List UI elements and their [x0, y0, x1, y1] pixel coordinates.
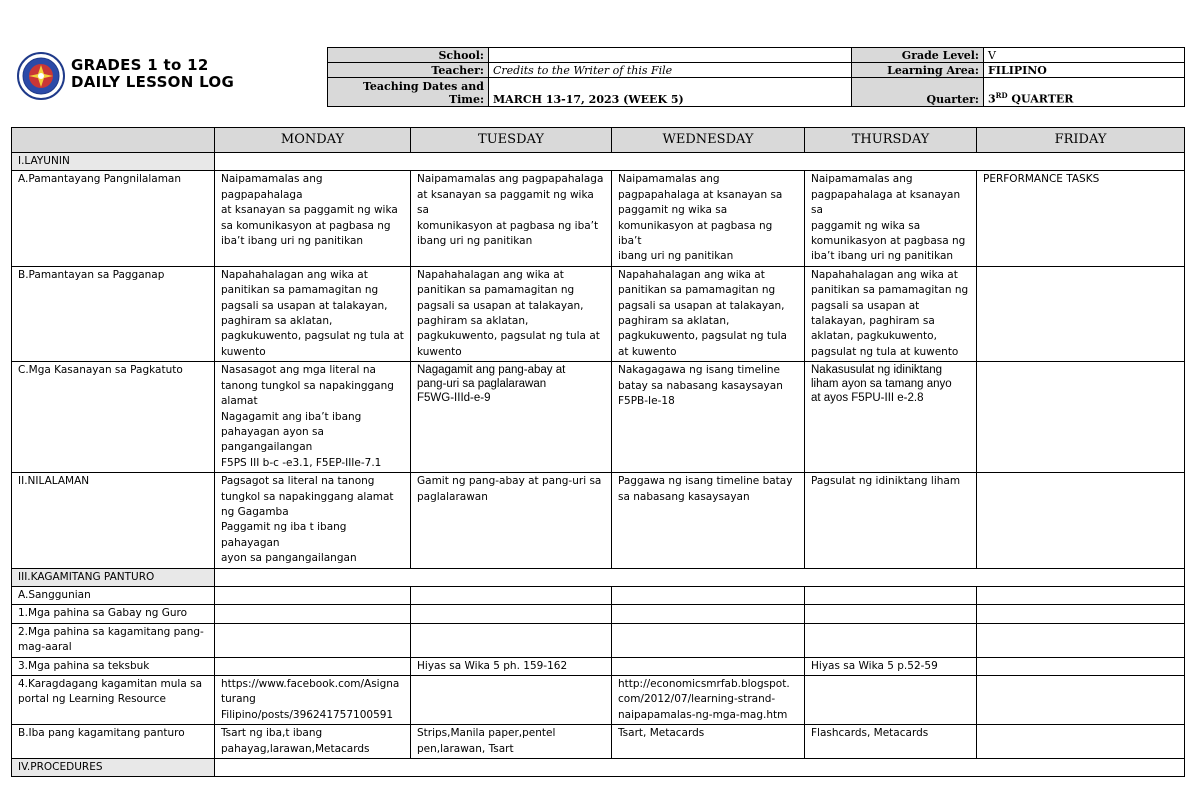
cell-tuesday: [411, 171, 612, 266]
cell-line: iba’t ibang uri ng panitikan: [221, 235, 364, 248]
cell-line: pagkukuwento, pagsulat ng tula: [618, 330, 787, 343]
cell-line: liham ayon sa tamang anyo: [811, 378, 952, 391]
cell-thursday: [805, 676, 977, 725]
cell-thursday: [805, 362, 977, 473]
teacher-value: Credits to the Writer of this File: [489, 63, 852, 78]
row-label: [12, 676, 215, 725]
cell-thursday: [805, 171, 977, 266]
cell-line: naipapamalas-ng-mga-mag.htm: [618, 708, 788, 721]
cell-line: Nagagamit ang pang-abay at: [417, 364, 566, 377]
day-monday: MONDAY: [215, 128, 411, 153]
cell-friday: [977, 657, 1185, 675]
cell-friday: [977, 362, 1185, 473]
cell-tuesday: [411, 362, 612, 473]
cell-wednesday: [612, 657, 805, 675]
cell-thursday: [805, 586, 977, 604]
cell-wednesday: [612, 605, 805, 623]
teaching-dates-label: [328, 78, 489, 107]
cell-line: http://economicsmrfab.blogspot.: [618, 678, 790, 690]
cell-monday: [215, 676, 411, 725]
cell-line: Strips,Manila paper,pentel: [417, 727, 556, 740]
cell-line: Paggamit ng iba t ibang pahayagan: [221, 521, 347, 549]
day-wednesday: WEDNESDAY: [612, 128, 805, 153]
section-label-procedures: IV.PROCEDURES: [12, 759, 215, 777]
row-label: 1.Mga pahina sa Gabay ng Guro: [12, 605, 215, 623]
cell-line: Nagagamit ang iba’t ibang: [221, 410, 362, 423]
cell-line: komunikasyon at pagbasa ng iba’t: [417, 219, 599, 232]
cell-monday: [215, 605, 411, 623]
school-value: [489, 48, 852, 63]
cell-line: talakayan, paghiram sa: [811, 315, 935, 328]
cell-line: sa komunikasyon at pagbasa ng: [221, 219, 391, 232]
cell-line: Pagsulat ng idiniktang liham: [811, 475, 961, 488]
row-kasanayan: [12, 362, 1185, 473]
cell-thursday: [805, 266, 977, 361]
cell-tuesday: [411, 725, 612, 759]
cell-line: Napahahalagan ang wika at: [618, 268, 765, 281]
cell-thursday: [805, 605, 977, 623]
cell-line: Gamit ng pang-abay at pang-uri sa: [417, 475, 602, 488]
row-label-line-1: 4.Karagdagang kagamitan mula sa: [18, 678, 203, 690]
cell-line: paggamit ng wika sa: [618, 204, 728, 217]
row-label: B.Pamantayan sa Pagganap: [12, 266, 215, 361]
row-label-line-2: mag-aaral: [18, 641, 72, 654]
cell-wednesday: [612, 676, 805, 725]
cell-thursday: Hiyas sa Wika 5 p.52-59: [805, 657, 977, 675]
quarter-text: QUARTER: [1007, 93, 1074, 106]
cell-thursday: [805, 473, 977, 568]
cell-friday: [977, 623, 1185, 657]
school-label: School:: [328, 48, 489, 63]
section-label-kagamitan: III.KAGAMITANG PANTURO: [12, 568, 215, 586]
cell-line: komunikasyon at pagbasa ng iba’t: [618, 219, 773, 248]
cell-line: Tsart, Metacards: [618, 727, 705, 740]
day-friday: FRIDAY: [977, 128, 1185, 153]
cell-monday: [215, 586, 411, 604]
cell-monday: [215, 362, 411, 473]
cell-line: paghiram sa aklatan,: [221, 315, 333, 328]
cell-line: at ayos F5PU-III e-2.8: [811, 392, 924, 405]
cell-friday: [977, 586, 1185, 604]
cell-line: Naipamamalas ang: [618, 173, 720, 186]
cell-line: at kuwento: [618, 345, 677, 358]
quarter-value: [984, 78, 1185, 107]
cell-line: ayon sa pangangailangan: [221, 552, 357, 565]
grade-level-label: Grade Level:: [852, 48, 984, 63]
cell-line: PERFORMANCE TASKS: [983, 173, 1100, 186]
cell-line: sa nabasang kasaysayan: [618, 490, 750, 503]
cell-line: Napahahalagan ang wika at: [221, 268, 368, 281]
cell-monday: [215, 171, 411, 266]
cell-line: Flashcards, Metacards: [811, 727, 929, 740]
cell-monday: [215, 473, 411, 568]
section-layunin-fill: [215, 153, 1185, 171]
day-tuesday: TUESDAY: [411, 128, 612, 153]
cell-line: alamat: [221, 395, 258, 408]
cell-line: pagsali sa usapan at talakayan,: [618, 299, 785, 312]
teaching-dates-label-line-2: Time:: [448, 93, 484, 106]
row-pamantayan-pagganap: [12, 266, 1185, 361]
cell-line: paghiram sa aklatan,: [618, 315, 730, 328]
title-line-1: GRADES 1 to 12: [71, 56, 209, 74]
section-kagamitan: [12, 568, 1185, 586]
cell-line: paglalarawan: [417, 490, 488, 503]
learning-area-label: Learning Area:: [852, 63, 984, 78]
cell-tuesday: [411, 586, 612, 604]
cell-line: Tsart ng iba,t ibang: [221, 727, 323, 740]
cell-line: F5PB-Ie-18: [618, 395, 675, 408]
quarter-ordinal: RD: [995, 91, 1008, 101]
cell-thursday: [805, 725, 977, 759]
cell-friday: [977, 725, 1185, 759]
deped-seal-logo: [17, 47, 65, 105]
cell-monday: [215, 725, 411, 759]
cell-line: pahayag,larawan,Metacards: [221, 742, 370, 755]
cell-wednesday: [612, 362, 805, 473]
cell-monday: [215, 623, 411, 657]
grade-level-value: V: [984, 48, 1185, 63]
row-pamantayang-pangnilalaman: [12, 171, 1185, 266]
cell-friday: [977, 171, 1185, 266]
cell-wednesday: [612, 623, 805, 657]
cell-wednesday: [612, 725, 805, 759]
section-procedures: [12, 759, 1185, 777]
row-label: 3.Mga pahina sa teksbuk: [12, 657, 215, 675]
cell-line: Napahahalagan ang wika at: [811, 268, 958, 281]
cell-friday: [977, 266, 1185, 361]
cell-friday: [977, 676, 1185, 725]
cell-tuesday: [411, 473, 612, 568]
cell-wednesday: [612, 266, 805, 361]
cell-line: ibang uri ng panitikan: [417, 235, 533, 248]
cell-friday: [977, 473, 1185, 568]
row-teksbuk: [12, 657, 1185, 675]
cell-line: paggamit ng wika sa: [811, 219, 921, 232]
cell-tuesday: [411, 266, 612, 361]
cell-line: pagsali sa usapan at: [811, 299, 920, 312]
section-layunin: [12, 153, 1185, 171]
cell-line: pahayagan ayon sa: [221, 425, 324, 438]
row-label: C.Mga Kasanayan sa Pagkatuto: [12, 362, 215, 473]
cell-tuesday: [411, 676, 612, 725]
cell-wednesday: [612, 171, 805, 266]
cell-line: panitikan sa pamamagitan ng: [811, 284, 969, 297]
cell-line: Nakagagawa ng isang timeline: [618, 364, 780, 377]
form-title: [71, 57, 234, 91]
section-kagamitan-fill: [215, 568, 1185, 586]
row-label-line-2: portal ng Learning Resource: [18, 693, 166, 706]
corner-cell: [12, 128, 215, 153]
cell-line: panitikan sa pamamagitan ng: [618, 284, 776, 297]
cell-line: ng Gagamba: [221, 505, 289, 518]
cell-thursday: [805, 623, 977, 657]
row-kagamitang-pang-mag-aaral: [12, 623, 1185, 657]
row-label: [12, 623, 215, 657]
cell-friday: [977, 605, 1185, 623]
quarter-label: Quarter:: [852, 78, 984, 107]
cell-line: pagsulat ng tula at kuwento: [811, 345, 959, 358]
cell-wednesday: [612, 473, 805, 568]
cell-line: iba’t ibang uri ng panitikan: [811, 250, 954, 263]
cell-line: pagkukuwento, pagsulat ng tula at: [417, 330, 600, 343]
row-label: B.Iba pang kagamitang panturo: [12, 725, 215, 759]
cell-line: Naipamamalas ang pagpapahalaga: [417, 173, 604, 186]
cell-line: kuwento: [417, 345, 462, 358]
cell-monday: [215, 657, 411, 675]
teacher-label: Teacher:: [328, 63, 489, 78]
cell-line: pagsali sa usapan at talakayan,: [221, 299, 388, 312]
cell-line: aklatan, pagkukuwento,: [811, 330, 937, 343]
teaching-dates-value: MARCH 13-17, 2023 (WEEK 5): [489, 78, 852, 107]
cell-line: at ksanayan sa paggamit ng wika: [221, 204, 398, 217]
cell-tuesday: [411, 605, 612, 623]
cell-wednesday: [612, 586, 805, 604]
cell-line: pang-uri sa paglalarawan: [417, 378, 547, 391]
row-label: II.NILALAMAN: [12, 473, 215, 568]
row-karagdagang-kagamitan: [12, 676, 1185, 725]
cell-line: paghiram sa aklatan,: [417, 315, 529, 328]
row-label-line-1: 2.Mga pahina sa kagamitang pang-: [18, 625, 204, 638]
cell-line: pagkukuwento, pagsulat ng tula at: [221, 330, 404, 343]
cell-line: tungkol sa napakinggang alamat: [221, 490, 394, 503]
cell-line: F5PS III b-c -e3.1, F5EP-IIIe-7.1: [221, 456, 382, 469]
cell-line: Naipamamalas ang: [811, 173, 913, 186]
header-info-table: [327, 47, 1185, 107]
section-procedures-fill: [215, 759, 1185, 777]
row-label: A.Sanggunian: [12, 586, 215, 604]
cell-line: ibang uri ng panitikan: [618, 250, 734, 263]
cell-monday: [215, 266, 411, 361]
title-line-2: DAILY LESSON LOG: [71, 73, 235, 91]
cell-line: Naipamamalas ang pagpapahalaga: [221, 173, 323, 201]
cell-line: pagpapahalaga at ksanayan sa: [811, 188, 961, 217]
day-thursday: THURSDAY: [805, 128, 977, 153]
teaching-dates-label-line-1: Teaching Dates and: [362, 80, 484, 93]
learning-area-value: FILIPINO: [984, 63, 1185, 78]
lesson-log-table: [11, 127, 1185, 777]
cell-line: panitikan sa pamamagitan ng: [417, 284, 575, 297]
row-label: A.Pamantayang Pangnilalaman: [12, 171, 215, 266]
cell-line: kuwento: [221, 345, 266, 358]
cell-line: Nasasagot ang mga literal na: [221, 364, 376, 377]
cell-tuesday: [411, 623, 612, 657]
cell-line: https://www.facebook.com/Asigna: [221, 678, 400, 690]
row-gabay-guro: [12, 605, 1185, 623]
cell-line: pangangailangan: [221, 441, 313, 454]
cell-line: Paggawa ng isang timeline batay: [618, 475, 793, 488]
cell-line: panitikan sa pamamagitan ng: [221, 284, 379, 297]
cell-line: Pagsagot sa literal na tanong: [221, 475, 375, 488]
cell-line: Napahahalagan ang wika at: [417, 268, 564, 281]
cell-line: komunikasyon at pagbasa ng: [811, 235, 966, 248]
cell-line: pen,larawan, Tsart: [417, 742, 514, 755]
cell-line: com/2012/07/learning-strand-: [618, 693, 776, 706]
cell-tuesday: Hiyas sa Wika 5 ph. 159-162: [411, 657, 612, 675]
cell-line: at ksanayan sa paggamit ng wika sa: [417, 188, 594, 217]
cell-line: Filipino/posts/396241757100591: [221, 708, 394, 721]
day-header-row: [12, 128, 1185, 153]
cell-line: batay sa nabasang kasaysayan: [618, 379, 783, 392]
row-sanggunian: [12, 586, 1185, 604]
cell-line: turang: [221, 693, 256, 706]
quarter-number: 3: [988, 93, 996, 106]
row-iba-pang-kagamitan: [12, 725, 1185, 759]
cell-line: F5WG-IIId-e-9: [417, 392, 491, 405]
cell-line: Nakasusulat ng idiniktang: [811, 364, 943, 377]
cell-line: pagpapahalaga at ksanayan sa: [618, 188, 783, 201]
cell-line: pagsali sa usapan at talakayan,: [417, 299, 584, 312]
row-nilalaman: [12, 473, 1185, 568]
cell-line: tanong tungkol sa napakinggang: [221, 379, 394, 392]
section-label-layunin: I.LAYUNIN: [12, 153, 215, 171]
